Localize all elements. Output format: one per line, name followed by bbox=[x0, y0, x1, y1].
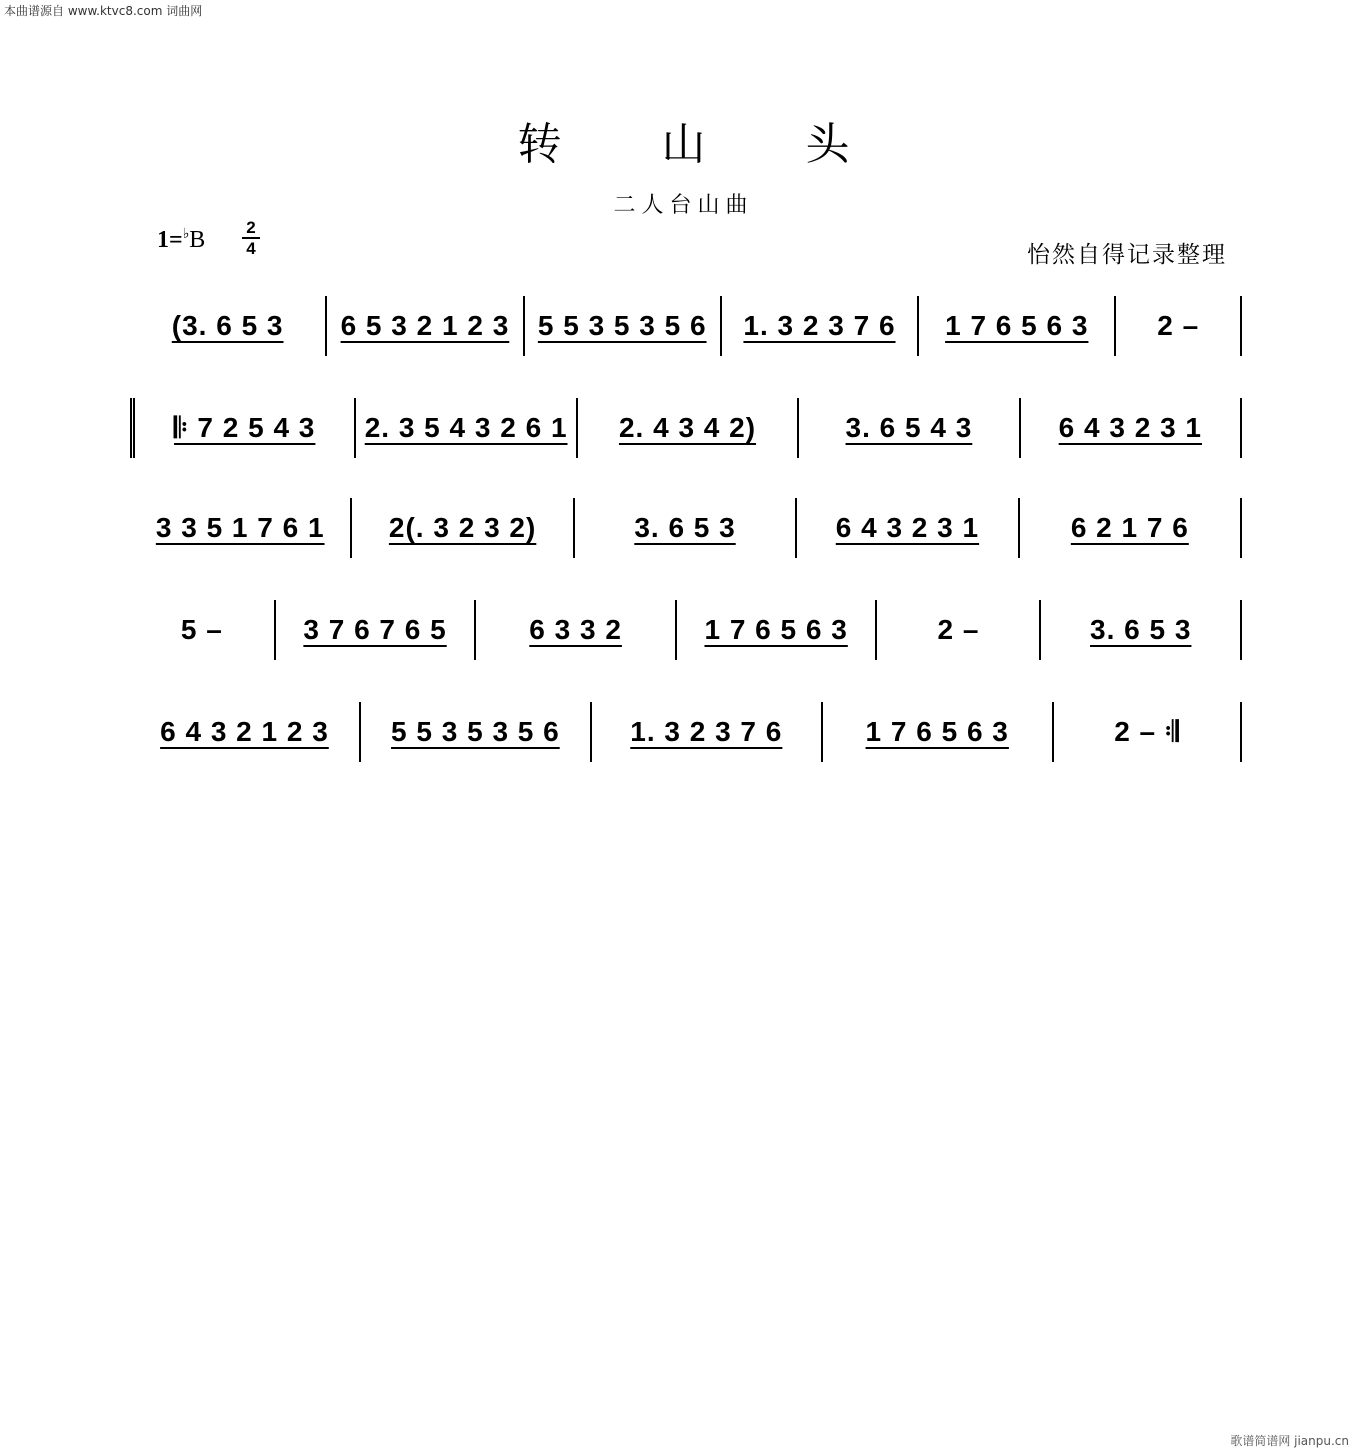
measure bbox=[130, 296, 327, 356]
score-title: 转山头 bbox=[517, 119, 950, 170]
measure bbox=[797, 498, 1019, 558]
measure bbox=[1116, 296, 1242, 356]
score-subtitle: 二人台山曲 bbox=[613, 193, 754, 218]
measure bbox=[592, 702, 823, 762]
measure-notes: 1. 3 2 3 7 6 bbox=[743, 310, 896, 341]
measure-notes: 𝄆 7 2 5 4 3 bbox=[174, 411, 316, 443]
measure bbox=[1021, 398, 1242, 458]
measure-notes: 6 3 3 2 bbox=[529, 614, 622, 645]
measure-notes: 6 2 1 7 6 bbox=[1070, 512, 1189, 543]
watermark-top: 本曲谱源自 www.ktvc8.com 词曲网 bbox=[4, 4, 203, 18]
measure-notes: 6 4 3 2 3 1 bbox=[835, 512, 980, 543]
arranger-credit: 怡然自得记录整理 bbox=[1027, 242, 1227, 268]
measure bbox=[276, 600, 477, 660]
measure bbox=[722, 296, 919, 356]
measure bbox=[130, 702, 361, 762]
measure-notes: 3. 6 5 3 bbox=[634, 512, 736, 543]
measure-notes: 1. 3 2 3 7 6 bbox=[630, 716, 783, 747]
score-row-5 bbox=[130, 696, 1242, 760]
measure-notes: 5 – bbox=[180, 614, 223, 645]
score-row-2 bbox=[130, 392, 1242, 456]
measure bbox=[356, 398, 577, 458]
measure bbox=[1054, 702, 1242, 762]
measure-notes: 6 4 3 2 1 2 3 bbox=[160, 716, 329, 747]
time-signature bbox=[242, 219, 260, 257]
key-signature bbox=[157, 226, 205, 254]
measure-notes: 5 5 3 5 3 5 6 bbox=[391, 716, 560, 747]
score-row-1 bbox=[130, 290, 1242, 354]
measure-notes: 2(. 3 2 3 2) bbox=[388, 512, 537, 543]
measure-notes: 1 7 6 5 6 3 bbox=[704, 614, 848, 645]
measure-notes: 6 4 3 2 3 1 bbox=[1058, 412, 1202, 443]
flat-sign: ♭ bbox=[182, 227, 190, 242]
measure-notes: 2 – 𝄇 bbox=[1114, 715, 1180, 747]
measure-notes: 2 – bbox=[1157, 310, 1200, 341]
measure bbox=[361, 702, 592, 762]
time-bottom: 4 bbox=[246, 239, 256, 258]
score-row-3 bbox=[130, 492, 1242, 556]
measure-notes: 1 7 6 5 6 3 bbox=[865, 716, 1009, 747]
measure-notes: 3. 6 5 4 3 bbox=[845, 412, 973, 443]
measure-notes: 2. 3 5 4 3 2 6 1 bbox=[364, 412, 568, 443]
measure bbox=[877, 600, 1041, 660]
measure bbox=[578, 398, 799, 458]
measure bbox=[130, 398, 356, 458]
measure bbox=[575, 498, 797, 558]
measure-notes: 3. 6 5 3 bbox=[1090, 614, 1192, 645]
measure-notes: 1 7 6 5 6 3 bbox=[945, 310, 1089, 341]
measure bbox=[799, 398, 1020, 458]
measure-notes: 5 5 3 5 3 5 6 bbox=[537, 310, 707, 341]
measure bbox=[476, 600, 677, 660]
measure-notes: (3. 6 5 3 bbox=[171, 310, 284, 341]
measure bbox=[327, 296, 524, 356]
key-note: B bbox=[189, 227, 206, 253]
measure bbox=[130, 498, 352, 558]
measure bbox=[352, 498, 574, 558]
watermark-bottom: 歌谱简谱网 jianpu.cn bbox=[1230, 1434, 1349, 1448]
score-row-4 bbox=[130, 594, 1242, 658]
measure-notes: 2. 4 3 4 2) bbox=[618, 412, 757, 443]
measure bbox=[130, 600, 276, 660]
measure-notes: 6 5 3 2 1 2 3 bbox=[340, 310, 510, 341]
time-top: 2 bbox=[246, 218, 256, 237]
measure bbox=[677, 600, 878, 660]
measure bbox=[525, 296, 722, 356]
measure-notes: 3 7 6 7 6 5 bbox=[303, 614, 447, 645]
measure bbox=[919, 296, 1116, 356]
measure bbox=[1041, 600, 1242, 660]
measure-notes: 2 – bbox=[937, 614, 980, 645]
measure-notes: 3 3 5 1 7 6 1 bbox=[155, 512, 325, 543]
key-prefix: 1= bbox=[157, 227, 183, 253]
measure bbox=[1020, 498, 1242, 558]
measure bbox=[823, 702, 1054, 762]
